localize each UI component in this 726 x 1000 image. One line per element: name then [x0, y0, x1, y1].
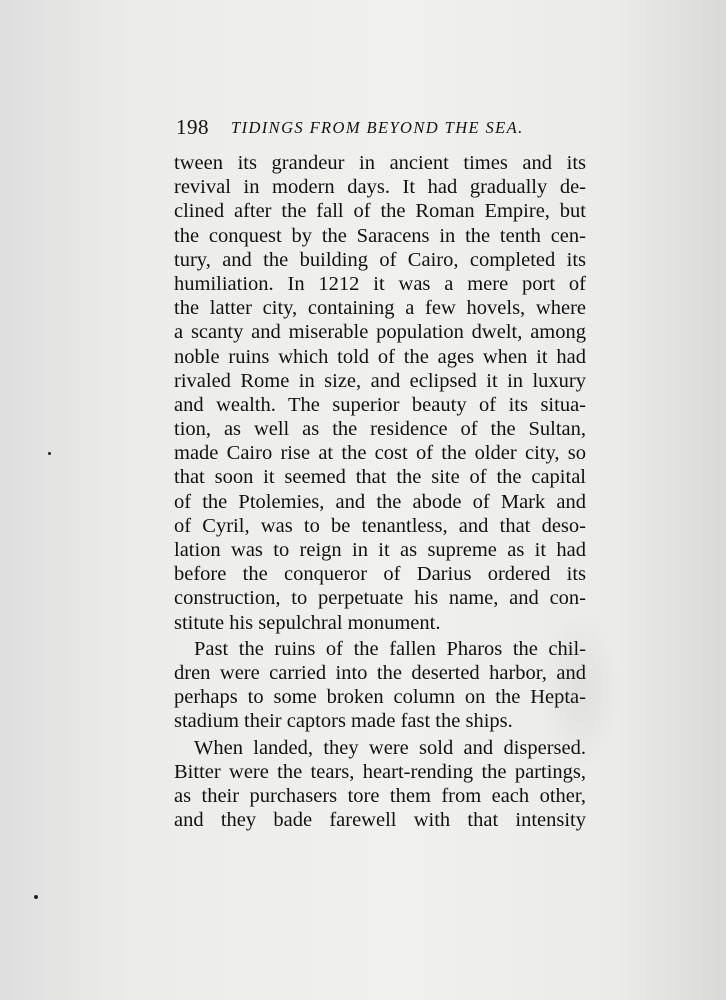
text-line: revival in modern days. It had gradually de- [174, 176, 586, 199]
ink-speck [34, 895, 38, 899]
text-line: stitute his sepulchral monument. [174, 611, 441, 634]
ink-speck [48, 452, 51, 455]
text-line: clined after the fall of the Roman Empire, but [174, 200, 586, 223]
text-line: of the Ptolemies, and the abode of Mark and [174, 490, 586, 513]
text-line: When landed, they were sold and dispersed. [194, 736, 586, 759]
text-line: Past the ruins of the fallen Pharos the chil- [194, 637, 586, 660]
text-line: perhaps to some broken column on the Hepta- [174, 686, 586, 709]
text-line: tion, as well as the residence of the Sultan, [174, 418, 586, 441]
text-line: a scanty and miserable population dwelt, among [174, 321, 586, 344]
text-line: tury, and the building of Cairo, completed its [174, 248, 586, 271]
text-line: the conquest by the Saracens in the tenth cen- [174, 224, 586, 247]
text-line: that soon it seemed that the site of the capital [174, 466, 586, 489]
body-text [174, 151, 586, 832]
show-through-shadow [540, 610, 620, 770]
text-line: Bitter were the tears, heart-rending the partings, [174, 760, 586, 783]
text-line: made Cairo rise at the cost of the older city, so [174, 442, 586, 465]
text-line: lation was to reign in it as supreme as it had [174, 539, 586, 561]
text-line: tween its grandeur in ancient times and its [174, 152, 586, 174]
text-line: rivaled Rome in size, and eclipsed it in luxury [174, 369, 586, 392]
text-line: before the conqueror of Darius ordered its [174, 563, 586, 586]
text-line: humiliation. In 1212 it was a mere port of [174, 272, 586, 295]
text-line: construction, to perpetuate his name, and con- [174, 587, 586, 610]
text-line: of Cyril, was to be tenantless, and that deso- [174, 514, 586, 537]
text-line: dren were carried into the deserted harbor, and [174, 661, 586, 684]
page-number: 198 [176, 115, 209, 139]
text-line: stadium their captors made fast the ships. [174, 710, 513, 733]
text-line: noble ruins which told of the ages when it had [174, 345, 586, 368]
page-header [176, 115, 596, 143]
running-head: TIDINGS FROM BEYOND THE SEA. [231, 118, 524, 137]
text-line: and they bade farewell with that intensity [174, 809, 586, 832]
text-line: the latter city, containing a few hovels, where [174, 297, 586, 320]
text-line: and wealth. The superior beauty of its situa- [174, 393, 586, 416]
text-line: as their purchasers tore them from each other, [174, 784, 586, 807]
